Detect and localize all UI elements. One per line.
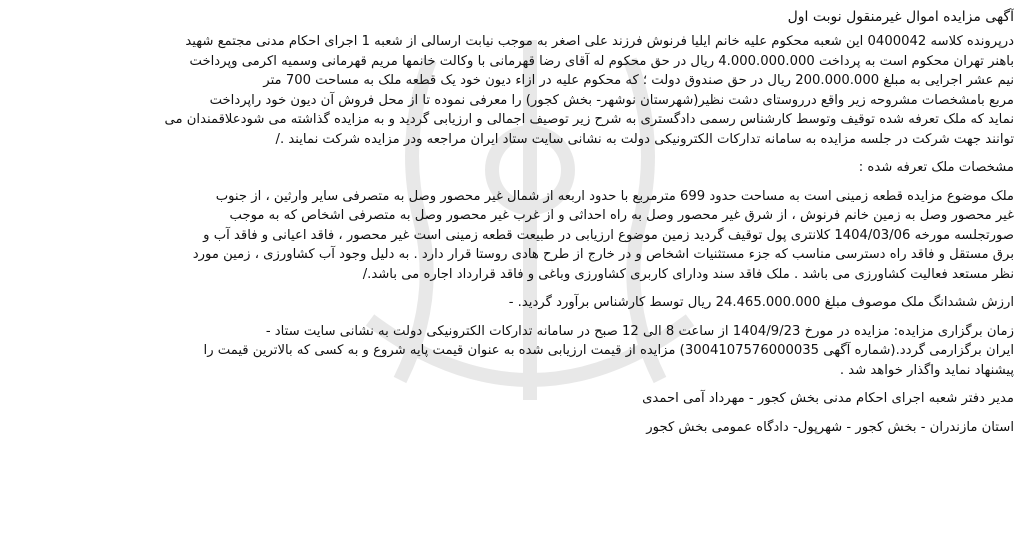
text-line: پیشنهاد نماید واگذار خواهد شد . <box>839 362 1014 378</box>
text-line: ملک موضوع مزایده قطعه زمینی است به مساحت حدود 699 مترمربع با حدود اربعه از شمال غیر محصور وصل به متصرفی سایر وارثین ، از جنوب <box>215 188 1014 204</box>
valuation-text: ارزش ششدانگ ملک موصوف مبلغ 24.465.000.000 ریال توسط کارشناس برآورد گردید. - <box>508 295 1014 310</box>
text-line: غیر محصور وصل به زمین خانم فرنوش ، از شرق غیر محصور وصل به راه احداثی و از غرب غیر محصور وصل به متصرفی اشخاص که به موجب <box>229 208 1014 223</box>
text-line: توانند جهت شرکت در جلسه مزایده به سامانه تدارکات الکترونیکی دولت به نشانی سایت ستاد ایران مراجعه ودر مزایده شرکت نمایند ./ <box>275 131 1014 147</box>
text-line: نیم عشر اجرایی به مبلغ 200.000.000 ریال در حق صندوق دولت ؛ که محکوم علیه در ازاء دیون خود یک قطعه ملک به مساحت 700 متر <box>263 73 1014 88</box>
text-line: برق مستقل و فاقد راه دسترسی مناسب که جزء مستثنیات اشخاص و در خارج از طرح هادی روستا قرار دارد . به دلیل وجود آب کشاورزی ، زمین مورد <box>192 247 1014 262</box>
text-line: زمان برگزاری مزایده: مزایده در مورخ 1404/9/23 از ساعت 8 الی 12 صبح در سامانه تدارکات الکترونیکی دولت به نشانی سایت ستاد - <box>265 323 1014 339</box>
announcement-title: آگهی مزایده اموال غیرمنقول نوبت اول <box>787 9 1014 25</box>
text-line: صورتجلسه مورخه 1404/03/06 کلانتری پول توقیف گردید زمین موضوع ارزیابی در طبیعت قطعه زمینی است غیر محصور ، فاقد اعیانی و فاقد آب و <box>203 227 1014 243</box>
text-line: درپرونده کلاسه 0400042 این شعبه محکوم علیه خانم ایلیا فرنوش فرزند علی اصغر به موجب نیابت ارسالی از شعبه 1 اجرای احکام مدنی مجتمع شهید <box>185 34 1014 49</box>
text-line: باهنر تهران محکوم است به پرداخت 4.000.000.000 ریال در حق محکوم له آقای رضا قهرمانی با وکالت خانمها مریم قهرمانی وسمیه اکرمی وپرداخت <box>189 53 1014 69</box>
address-line: استان مازندران - بخش کجور - شهرپول- دادگاه عمومی بخش کجور <box>646 419 1014 435</box>
property-paragraph <box>10 187 1014 285</box>
text-line: نظر مستعد فعالیت کشاورزی می باشد . ملک فاقد سند ودارای کاربری کشاورزی وباغی و فاقد قرارداد اجاره می باشد./ <box>362 266 1014 282</box>
text-line: ایران برگزارمی گردد.(شماره آگهی 3004107576000035) مزایده از قیمت ارزیابی شده به عنوان قیمت پایه شروع و به کسی که بالاترین قیمت را <box>203 343 1014 358</box>
text-line: مربع بامشخصات مشروحه زیر واقع درروستای دشت نظیر(شهرستان نوشهر- بخش کجور) را معرفی نموده تا از محل فروش آن دیون خود راپرداخت <box>209 92 1014 108</box>
case-paragraph <box>10 32 1014 149</box>
section-heading: مشخصات ملک تعرفه شده : <box>858 160 1014 175</box>
auction-time-paragraph <box>10 322 1014 381</box>
text-line: نماید که ملک تعرفه شده توقیف وتوسط کارشناس رسمی دادگستری به شرح زیر توصیف اجمالی و ارزیابی گردید و به مزایده گذاشته می شودعلاقمندان می <box>164 112 1014 127</box>
signature-line: مدیر دفتر شعبه اجرای احکام مدنی بخش کجور - مهرداد آمی احمدی <box>642 391 1014 406</box>
